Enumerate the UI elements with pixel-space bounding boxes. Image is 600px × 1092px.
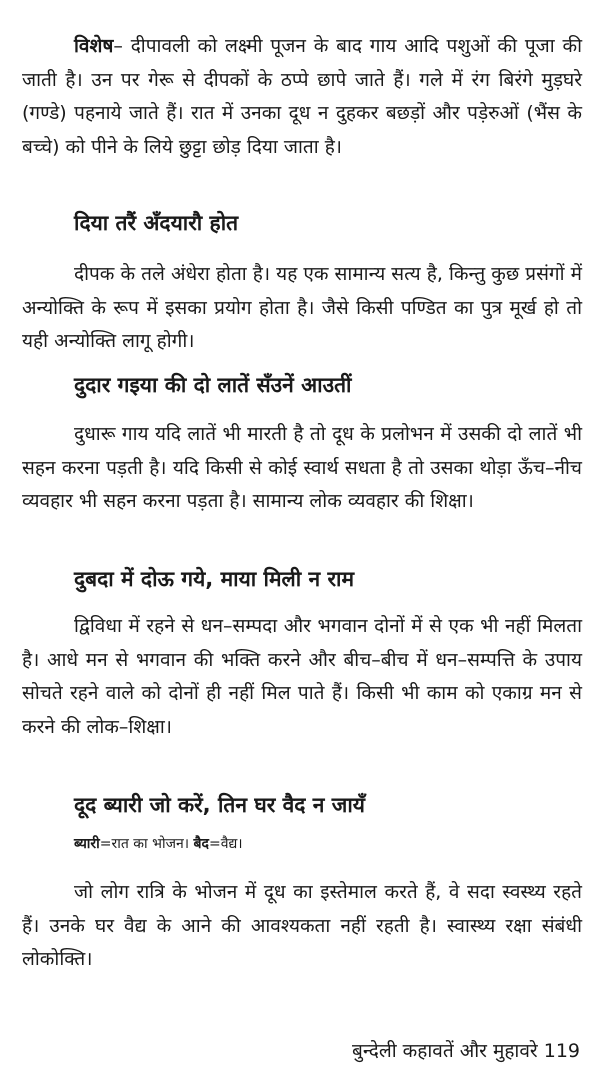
- paragraph: [22, 258, 582, 359]
- paragraph-text: दीपक के तले अंधेरा होता है। यह एक सामान्य सत्य है, किन्तु कुछ प्रसंगों में अन्योक्ति के रूप में इसका प्रयोग होता है। जैसे किसी पण्डित का पुत्र मूर्ख हो तो यही अन्योक्ति लागू होगी।: [22, 263, 582, 352]
- paragraph: [22, 610, 582, 744]
- paragraph-text: जो लोग रात्रि के भोजन में दूध का इस्तेमाल करते हैं, वे सदा स्वस्थ्य रहते हैं। उनके घर वैद्य के आने की आवश्यकता नहीं रहती है। स्वास्थ्य रक्षा संबंधी लोकोक्ति।: [22, 881, 582, 970]
- glossary-definition: =रात का भोजन।: [99, 836, 190, 852]
- proverb-heading: दुबदा में दोऊ गये, माया मिली न राम: [74, 567, 355, 591]
- paragraph-vishesh: [22, 30, 582, 164]
- book-title: बुन्देली कहावतें और मुहावरे: [352, 1040, 538, 1062]
- paragraph-text: दुधारू गाय यदि लातें भी मारती है तो दूध के प्रलोभन में उसकी दो लातें भी सहन करना पड़ती है। यदि किसी से कोई स्वार्थ सधता है तो उसका थोड़ा ऊँच–नीच व्यवहार भी सहन करना पड़ता है। सामान्य लोक व्यवहार की शिक्षा।: [22, 423, 582, 512]
- glossary-term: बैद: [193, 836, 209, 852]
- proverb-heading: दिया तरैं अँदयारौ होत: [74, 211, 239, 235]
- proverb-heading: दूद ब्यारी जो करें, तिन घर वैद न जायँ: [74, 793, 365, 817]
- lead-word: विशेष: [74, 35, 114, 57]
- glossary-term: ब्यारी: [74, 836, 100, 852]
- page-number: 119: [543, 1040, 580, 1062]
- proverb-heading: दुदार गइया की दो लातें सँउनें आउतीं: [74, 373, 352, 397]
- running-footer: [352, 1036, 580, 1066]
- glossary-note: [74, 834, 243, 854]
- paragraph: [22, 418, 582, 519]
- paragraph-text: – दीपावली को लक्ष्मी पूजन के बाद गाय आदि पशुओं की पूजा की जाती है। उन पर गेरू से दीपकों के ठप्पे छापे जाते हैं। गले में रंग बिरंगे मुड़घरे (गण्डे) पहनाये जाते हैं। रात में उनका दूध न दुहकर बछड़ों और पड़ेरुओं (भैंस के बच्चे) को पीने के लिये छुट्टा छोड़ दिया जाता है।: [22, 35, 583, 158]
- paragraph-text: द्विविधा में रहने से धन–सम्पदा और भगवान दोनों में से एक भी नहीं मिलता है। आधे मन से भगवान की भक्ति करने और बीच–बीच में धन–सम्पत्ति के उपाय सोचते रहने वाले को दोनों ही नहीं मिल पाते हैं। किसी भी काम को एकाग्र मन से करने की लोक–शिक्षा।: [22, 615, 582, 738]
- paragraph: [22, 876, 582, 977]
- glossary-definition: =वैद्य।: [208, 836, 243, 852]
